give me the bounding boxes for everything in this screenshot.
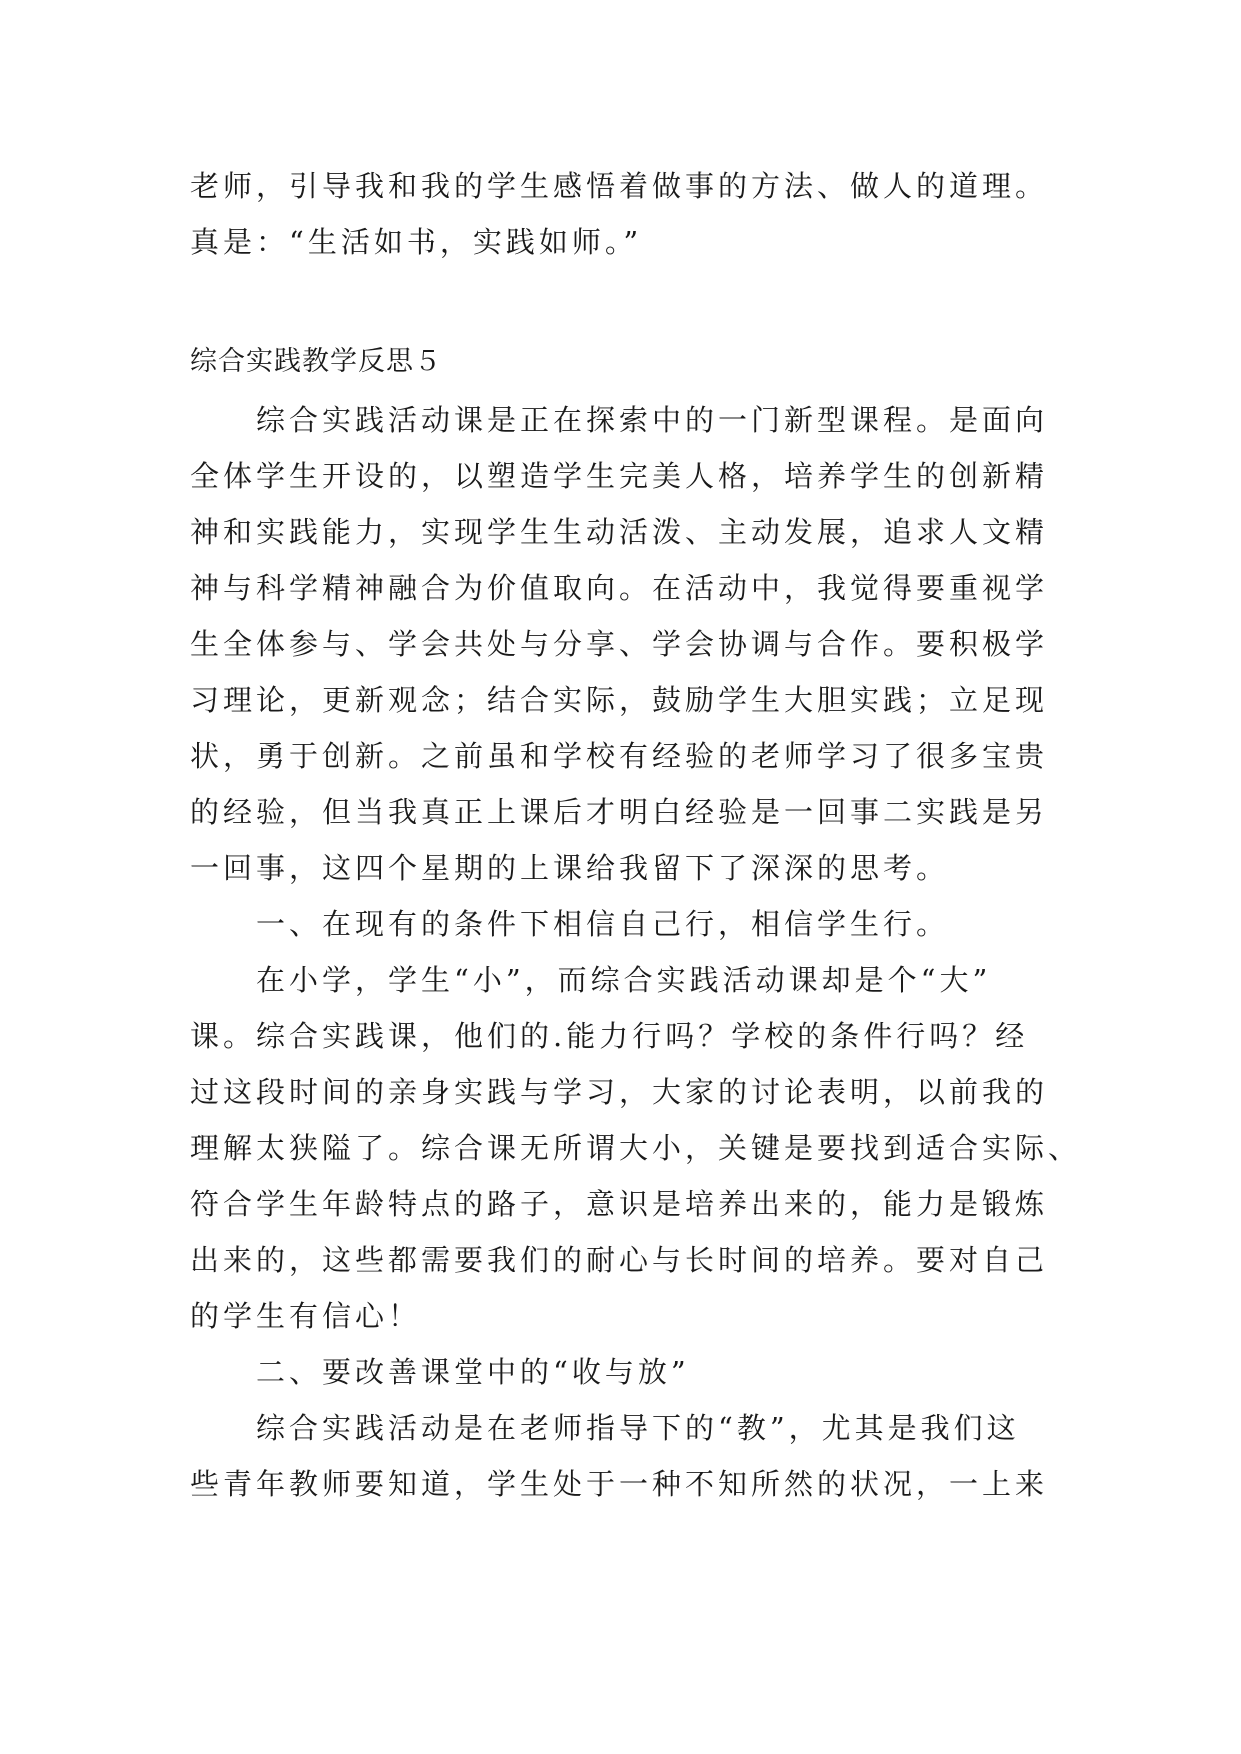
text-line: 真是：“生活如书，实践如师。” xyxy=(190,225,643,259)
text-line: 一回事，这四个星期的上课给我留下了深深的思考。 xyxy=(190,851,950,885)
point-1-heading: 一、在现有的条件下相信自己行，相信学生行。 xyxy=(256,907,950,941)
text-line: 状，勇于创新。之前虽和学校有经验的老师学习了很多宝贵 xyxy=(190,739,1049,773)
section-title-block xyxy=(190,334,1060,390)
text-line: 理解太狭隘了。综合课无所谓大小，关键是要找到适合实际、 xyxy=(190,1131,1082,1165)
text-line: 老师，引导我和我的学生感悟着做事的方法、做人的道理。 xyxy=(190,169,1049,203)
text-line: 在小学，学生“小”，而综合实践活动课却是个“大” xyxy=(256,963,992,997)
text-line: 的学生有信心！ xyxy=(190,1299,422,1333)
text-line: 符合学生年龄特点的路子，意识是培养出来的，能力是锻炼 xyxy=(190,1187,1049,1221)
text-line: 出来的，这些都需要我们的耐心与长时间的培养。要对自己 xyxy=(190,1243,1049,1277)
text-line: 综合实践活动是在老师指导下的“教”，尤其是我们这 xyxy=(256,1411,1020,1445)
text-line: 课。综合实践课，他们的.能力行吗？学校的条件行吗？经 xyxy=(190,1019,1029,1053)
continuation-paragraph xyxy=(190,158,1060,270)
text-line: 过这段时间的亲身实践与学习，大家的讨论表明，以前我的 xyxy=(190,1075,1049,1109)
text-line: 的经验，但当我真正上课后才明白经验是一回事二实践是另 xyxy=(190,795,1049,829)
text-line: 习理论，更新观念；结合实际，鼓励学生大胆实践；立足现 xyxy=(190,683,1049,717)
text-line: 生全体参与、学会共处与分享、学会协调与合作。要积极学 xyxy=(190,627,1049,661)
text-line: 神与科学精神融合为价值取向。在活动中，我觉得要重视学 xyxy=(190,571,1049,605)
section-title: 综合实践教学反思５ xyxy=(190,346,442,377)
text-line: 全体学生开设的，以塑造学生完美人格，培养学生的创新精 xyxy=(190,459,1049,493)
point-2-heading: 二、要改善课堂中的“收与放” xyxy=(256,1355,690,1389)
text-line: 些青年教师要知道，学生处于一种不知所然的状况，一上来 xyxy=(190,1467,1049,1501)
paragraph-1 xyxy=(190,392,1082,1512)
text-line: 综合实践活动课是正在探索中的一门新型课程。是面向 xyxy=(256,403,1049,437)
text-line: 神和实践能力，实现学生生动活泼、主动发展，追求人文精 xyxy=(190,515,1049,549)
